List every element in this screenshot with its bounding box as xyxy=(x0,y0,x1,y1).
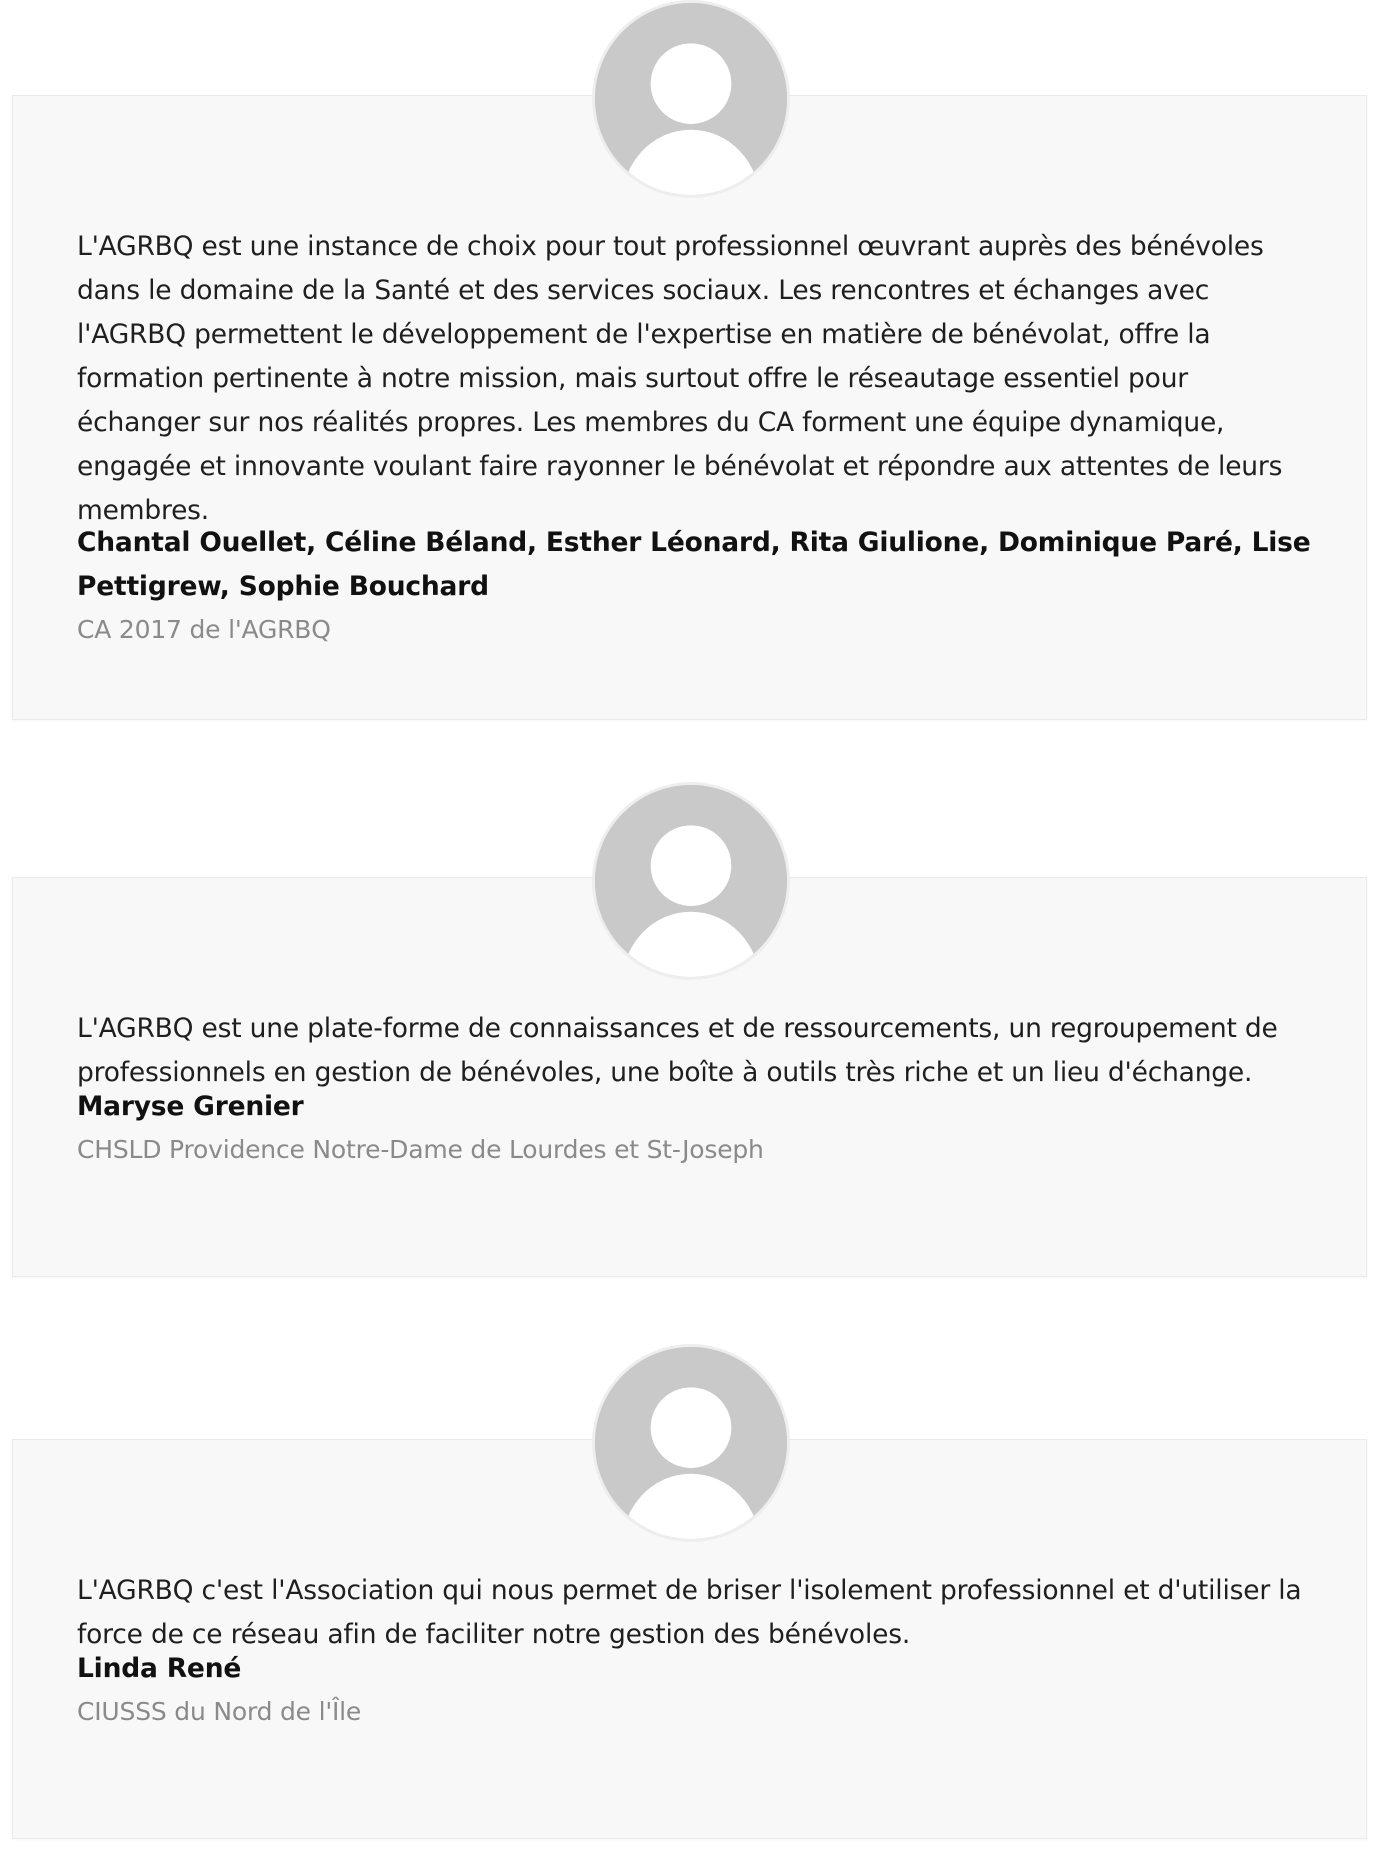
testimonial-author: Chantal Ouellet, Céline Béland, Esther Léonard, Rita Giulione, Dominique Paré, Lise Pettigrew, Sophie Bouchard xyxy=(77,527,1311,602)
testimonial-3 xyxy=(12,1344,1367,1844)
testimonial-quote: L'AGRBQ est une plate-forme de connaissances et de ressourcements, un regroupement de professionnels en gestion de bénévoles, une boîte à outils très riche et un lieu d'échange. xyxy=(77,1013,1278,1088)
user-placeholder-icon xyxy=(592,782,790,980)
testimonial-1 xyxy=(12,0,1367,720)
testimonial-organization: CHSLD Providence Notre-Dame de Lourdes et St-Joseph xyxy=(77,1135,764,1164)
testimonial-2 xyxy=(12,782,1367,1282)
testimonial-organization: CA 2017 de l'AGRBQ xyxy=(77,615,331,644)
user-placeholder-icon xyxy=(592,1344,790,1542)
testimonial-quote: L'AGRBQ c'est l'Association qui nous permet de briser l'isolement professionnel et d'utiliser la force de ce réseau afin de faciliter notre gestion des bénévoles. xyxy=(77,1575,1302,1650)
testimonial-author: Linda René xyxy=(77,1653,242,1684)
user-placeholder-icon xyxy=(592,0,790,198)
testimonial-quote: L'AGRBQ est une instance de choix pour tout professionnel œuvrant auprès des bénévoles dans le domaine de la Santé et des services sociaux. Les rencontres et échanges avec l'AGRBQ permettent le développement de l'expertise en matière de bénévolat, offre la formation pertinente à notre mission, mais surtout offre le réseautage essentiel pour échanger sur nos réalités propres. Les membres du CA forment une équipe dynamique, engagée et innovante voulant faire rayonner le bénévolat et répondre aux attentes de leurs membres. xyxy=(77,231,1283,526)
testimonial-author: Maryse Grenier xyxy=(77,1091,304,1122)
testimonial-organization: CIUSSS du Nord de l'Île xyxy=(77,1697,362,1726)
